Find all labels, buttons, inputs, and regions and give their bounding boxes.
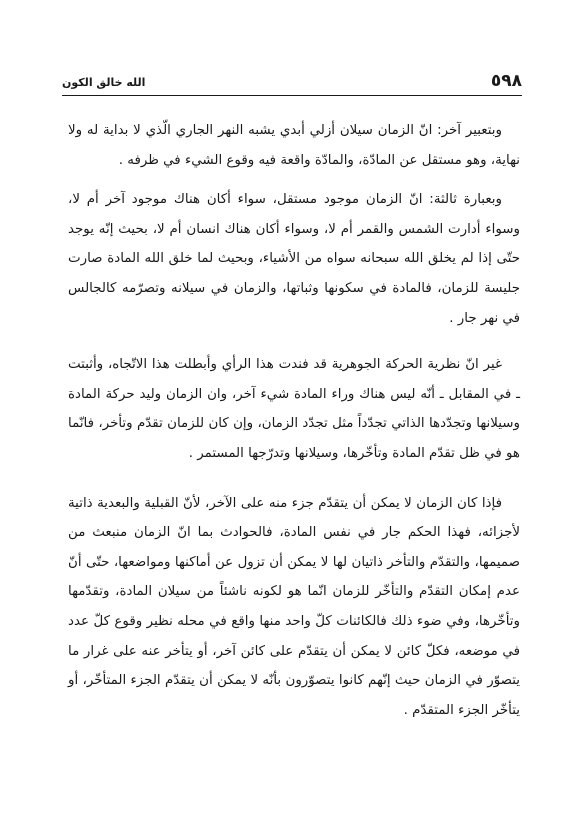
header-divider	[62, 95, 522, 96]
running-title: الله خالق الكون	[62, 76, 146, 89]
paragraph-4: فإذا كان الزمان لا يمكن أن يتقدّم جزء منه على الآخر، لأنّ القبلية والبعدية ذاتية لأجزائه، فهذا الحكم جار في نفس المادة، فالحوادث بما انّ الزمان منبعث من صميمها، والتقدّم والتأخر ذاتيان لها لا يمكن أن تزول عن أماكنها ومواضعها، حتّى أنّ عدم إمكان التقدّم والتأخّر للزمان انّما هو لكونه ناشئاً من سيلان المادة، وتقدّمها وتأخّرها، وفي ضوء ذلك فالكائنات كلّ واحد منها واقع في محله نظير وقوع كلّ عدد في موضعه، فكلّ كائن لا يمكن أن يتقدّم على كائن آخر، أو يتأخر عنه على غرار ما يتصوّر في الزمان حيث إنّهم كانوا يتصوّرون بأنّه لا يمكن أن يتقدّم الجزء المتأخّر، أو يتأخّر الجزء المتقدّم .	[68, 495, 520, 718]
paragraph-2: وبعبارة ثالثة: انّ الزمان موجود مستقل، سواء أكان هناك موجود آخر أم لا، وسواء أدارت الشمس والقمر أم لا، وسواء أكان هناك انسان أم لا، بحيث إنّه يوجد حتّى إذا لم يخلق الله سبحانه سواه من الأشياء، وبحيث لما خلق الله المادة صارت جليسة للزمان، فالمادة في سكونها وثباتها، والزمان في سيلانه وتصرّمه كالجالس في نهر جار .	[68, 192, 520, 326]
body-text	[68, 116, 520, 725]
paragraph-1: وبتعبير آخر: انّ الزمان سيلان أزلي أبدي يشبه النهر الجاري الّذي لا بداية له ولا نهاية، وهو مستقل عن المادّة، والمادّة واقعة فيه وقوع الشيء في ظرفه .	[68, 123, 520, 168]
paragraph-3: غير انّ نظرية الحركة الجوهرية قد فندت هذا الرأي وأبطلت هذا الاتّجاه، وأثبتت ـ في المقابل ـ أنّه ليس هناك وراء المادة شيء آخر، وان الزمان وليد حركة المادة وسيلانها وتجدّدها الذاتي تجدّداً مثل تجدّد الزمان، وإن كان للزمان تقدّم وتأخر، فانّما هو في ظل تقدّم المادة وتأخّرها، وسيلانها وتدرّجها المستمر .	[68, 357, 520, 461]
page-header	[62, 68, 522, 90]
page-number: ٥٩٨	[490, 71, 522, 91]
